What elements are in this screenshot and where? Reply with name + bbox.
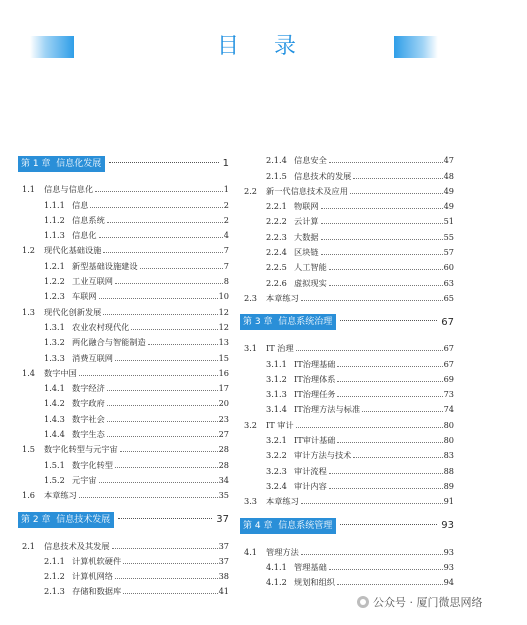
watermark-text: 公众号 · 厦门微思网络	[373, 596, 483, 609]
section-title: 信息系统	[72, 214, 105, 225]
section-number: 1.2.1	[44, 260, 65, 271]
page-number: 69	[443, 373, 454, 384]
dot-leader	[329, 569, 443, 570]
section-title: IT审计基础	[294, 435, 336, 446]
page-number: 67	[441, 316, 454, 328]
section-title: 数字化转型	[72, 459, 113, 470]
dot-leader	[329, 473, 443, 474]
section-title: IT治理基础	[294, 358, 336, 369]
dot-leader	[329, 269, 443, 270]
page-number: 38	[218, 571, 229, 582]
dot-leader	[99, 482, 218, 483]
page-number: 8	[223, 276, 229, 287]
section-title: 人工智能	[294, 262, 327, 273]
dot-leader	[321, 208, 443, 209]
section-number: 2.1.1	[44, 555, 65, 566]
toc-section-entry[interactable]	[240, 182, 454, 197]
page-number: 17	[218, 383, 229, 394]
dot-leader	[115, 283, 223, 284]
section-number: 3.1.3	[266, 389, 287, 400]
section-number: 2.2.3	[266, 231, 287, 242]
dot-leader	[337, 442, 442, 443]
toc-section-entry[interactable]	[18, 364, 229, 379]
section-number: 2.2.6	[266, 277, 287, 288]
dot-leader	[321, 239, 443, 240]
chapter-number: 第 4 章	[243, 520, 273, 531]
toc-subsection-entry[interactable]	[240, 166, 454, 181]
dot-leader	[131, 329, 217, 330]
page-number: 67	[443, 343, 454, 354]
section-title: 信息技术及其发展	[44, 540, 110, 551]
toc-subsection-entry[interactable]	[240, 212, 454, 227]
toc-section-entry[interactable]	[18, 536, 229, 551]
section-number: 2.1.5	[266, 170, 287, 181]
section-title: 物联网	[294, 201, 319, 212]
section-number: 3.2.2	[266, 450, 287, 461]
section-number: 4.1	[244, 546, 258, 557]
watermark	[357, 594, 483, 610]
title-decoration-right	[394, 36, 438, 58]
page-number: 28	[218, 459, 229, 470]
page-number: 23	[218, 413, 229, 424]
toc-section-entry[interactable]	[240, 289, 454, 304]
title-bar	[0, 32, 527, 62]
section-gap	[240, 507, 454, 513]
toc-subsection-entry[interactable]	[18, 211, 229, 226]
section-title: 审计流程	[294, 465, 327, 476]
section-title: 管理方法	[266, 546, 299, 557]
section-title: 数字中国	[44, 367, 77, 378]
section-title: IT治理体系	[294, 373, 336, 384]
dot-leader	[301, 503, 443, 504]
toc-section-entry[interactable]	[240, 492, 454, 507]
section-number: 2.1	[22, 540, 36, 551]
page-number: 7	[223, 260, 229, 271]
section-number: 1.4.3	[44, 413, 65, 424]
toc-subsection-entry[interactable]	[240, 461, 454, 476]
section-title: 车联网	[72, 291, 97, 302]
section-title: 计算机网络	[72, 571, 113, 582]
section-number: 4.1.1	[266, 561, 287, 572]
dot-leader	[107, 421, 218, 422]
section-title: 工业互联网	[72, 276, 113, 287]
section-title: 计算机软硬件	[72, 555, 122, 566]
page-number: 93	[441, 520, 454, 532]
dot-leader	[337, 396, 442, 397]
page-number: 88	[443, 465, 454, 476]
dot-leader	[353, 178, 442, 179]
dot-leader	[115, 578, 218, 579]
page-number: 27	[218, 429, 229, 440]
toc-subsection-entry[interactable]	[18, 256, 229, 271]
section-number: 3.1.4	[266, 404, 287, 415]
dot-leader	[301, 300, 443, 301]
page-number: 60	[443, 262, 454, 273]
toc-subsection-entry[interactable]	[240, 370, 454, 385]
section-title: 现代化基础设施	[44, 245, 102, 256]
toc-subsection-entry[interactable]	[240, 400, 454, 415]
section-title: 信息	[72, 199, 89, 210]
page-title: 目 录	[217, 34, 310, 59]
page-number: 35	[218, 490, 229, 501]
page-number: 12	[218, 306, 229, 317]
section-number: 1.4.2	[44, 398, 65, 409]
wechat-official-account-icon	[357, 596, 369, 608]
page-number: 49	[443, 185, 454, 196]
dot-leader	[90, 207, 222, 208]
chapter-number: 第 3 章	[243, 317, 273, 328]
dot-leader	[148, 344, 218, 345]
chapter-number: 第 2 章	[21, 514, 51, 525]
toc-column-right	[240, 151, 454, 588]
page-number: 67	[443, 358, 454, 369]
section-title: 数字生态	[72, 429, 105, 440]
dot-leader	[321, 254, 443, 255]
page-number: 28	[218, 444, 229, 455]
section-title: 本章练习	[266, 292, 299, 303]
section-number: 1.1.1	[44, 199, 65, 210]
toc-subsection-entry[interactable]	[240, 558, 454, 573]
section-title: 消费互联网	[72, 352, 113, 363]
dot-leader	[107, 390, 218, 391]
page-number: 49	[443, 201, 454, 212]
section-number: 1.2.3	[44, 291, 65, 302]
section-number: 3.3	[244, 496, 258, 507]
toc-subsection-entry[interactable]	[240, 197, 454, 212]
section-number: 1.4	[22, 367, 36, 378]
section-number: 1.4.4	[44, 429, 65, 440]
page-number: 12	[218, 321, 229, 332]
toc-subsection-entry[interactable]	[240, 227, 454, 242]
section-number: 2.3	[244, 292, 258, 303]
toc-subsection-entry[interactable]	[18, 333, 229, 348]
page-number: 57	[443, 247, 454, 258]
page-number: 4	[223, 230, 229, 241]
dot-leader	[296, 427, 443, 428]
dot-leader	[103, 252, 222, 253]
section-number: 3.2.3	[266, 465, 287, 476]
toc-subsection-entry[interactable]	[18, 318, 229, 333]
section-number: 3.2	[244, 419, 258, 430]
section-number: 3.2.1	[266, 435, 287, 446]
dot-leader	[296, 350, 443, 351]
dot-leader	[99, 237, 223, 238]
toc-section-entry[interactable]	[240, 415, 454, 430]
page-number: 37	[218, 540, 229, 551]
page-number: 83	[443, 450, 454, 461]
toc-subsection-entry[interactable]	[240, 273, 454, 288]
section-number: 1.3.1	[44, 321, 65, 332]
section-title: 大数据	[294, 231, 319, 242]
toc-subsection-entry[interactable]	[240, 573, 454, 588]
page-number: 93	[443, 561, 454, 572]
toc-section-entry[interactable]	[18, 180, 229, 195]
section-title: 管理基础	[294, 561, 327, 572]
dot-leader	[107, 222, 223, 223]
section-title: 本章练习	[44, 490, 77, 501]
section-gap	[18, 501, 229, 507]
toc-subsection-entry[interactable]	[18, 582, 229, 597]
dot-leader	[115, 360, 218, 361]
dot-leader	[109, 162, 218, 163]
section-number: 2.1.2	[44, 571, 65, 582]
section-title: 数字化转型与元宇宙	[44, 444, 118, 455]
toc-subsection-entry[interactable]	[240, 431, 454, 446]
section-number: 1.5.2	[44, 474, 65, 485]
section-title: 现代化创新发展	[44, 306, 102, 317]
dot-leader	[115, 467, 218, 468]
page-number: 51	[443, 216, 454, 227]
toc-subsection-entry[interactable]	[18, 394, 229, 409]
dot-leader	[107, 405, 218, 406]
section-title: 元宇宙	[72, 474, 97, 485]
section-title: IT 治理	[266, 343, 294, 354]
toc-section-entry[interactable]	[18, 486, 229, 501]
page-number: 65	[443, 292, 454, 303]
section-number: 2.2.1	[266, 201, 287, 212]
toc-subsection-entry[interactable]	[240, 354, 454, 369]
dot-leader	[99, 298, 218, 299]
toc-subsection-entry[interactable]	[18, 552, 229, 567]
section-number: 1.2.2	[44, 276, 65, 287]
dot-leader	[329, 162, 443, 163]
page-number: 13	[218, 337, 229, 348]
chapter-number: 第 1 章	[21, 158, 51, 169]
page-number: 37	[216, 514, 229, 526]
section-number: 3.2.4	[266, 480, 287, 491]
section-number: 1.1.3	[44, 230, 65, 241]
section-number: 2.2.5	[266, 262, 287, 273]
dot-leader	[329, 488, 443, 489]
page-number: 63	[443, 277, 454, 288]
dot-leader	[301, 554, 443, 555]
toc-section-entry[interactable]	[240, 339, 454, 354]
section-number: 1.1.2	[44, 214, 65, 225]
page-number: 20	[218, 398, 229, 409]
dot-leader	[140, 268, 223, 269]
page-number: 1	[222, 158, 229, 169]
section-title: 新一代信息技术及应用	[266, 185, 348, 196]
section-number: 1.3	[22, 306, 36, 317]
page-number: 2	[223, 214, 229, 225]
section-gap	[240, 304, 454, 310]
section-title: 数字经济	[72, 383, 105, 394]
dot-leader	[350, 193, 443, 194]
toc-subsection-entry[interactable]	[18, 226, 229, 241]
toc-section-entry[interactable]	[18, 440, 229, 455]
dot-leader	[95, 191, 223, 192]
toc-column-left	[18, 151, 229, 597]
toc-subsection-entry[interactable]	[18, 379, 229, 394]
section-title: 信息安全	[294, 155, 327, 166]
dot-leader	[120, 451, 218, 452]
page-number: 41	[218, 586, 229, 597]
section-title: IT治理任务	[294, 389, 336, 400]
page-number: 1	[223, 184, 229, 195]
toc-chapter-entry[interactable]	[240, 314, 454, 331]
dot-leader	[337, 584, 443, 585]
toc-subsection-entry[interactable]	[240, 477, 454, 492]
toc-subsection-entry[interactable]	[18, 455, 229, 470]
page-number: 47	[443, 155, 454, 166]
section-title: 数字社会	[72, 413, 105, 424]
section-number: 4.1.2	[266, 577, 287, 588]
toc-subsection-entry[interactable]	[18, 348, 229, 363]
toc-section-entry[interactable]	[240, 542, 454, 557]
toc-subsection-entry[interactable]	[18, 567, 229, 582]
section-number: 1.3.2	[44, 337, 65, 348]
section-title: IT 审计	[266, 419, 294, 430]
toc-subsection-entry[interactable]	[240, 243, 454, 258]
section-number: 3.1.2	[266, 373, 287, 384]
page-number: 37	[218, 555, 229, 566]
dot-leader	[337, 366, 442, 367]
section-title: 审计内容	[294, 480, 327, 491]
page-number: 10	[218, 291, 229, 302]
dot-leader	[329, 285, 443, 286]
section-number: 3.1	[244, 343, 258, 354]
section-title: 审计方法与技术	[294, 450, 352, 461]
section-title: 信息化	[72, 230, 97, 241]
section-number: 1.3.3	[44, 352, 65, 363]
chapter-title: 信息技术发展	[56, 514, 111, 525]
dot-leader	[103, 314, 217, 315]
dot-leader	[123, 563, 217, 564]
toc-subsection-entry[interactable]	[18, 471, 229, 486]
dot-leader	[337, 381, 442, 382]
page-number: 7	[223, 245, 229, 256]
chapter-heading	[240, 518, 336, 534]
dot-leader	[118, 518, 212, 519]
section-title: 虚拟现实	[294, 277, 327, 288]
section-number: 2.2.4	[266, 247, 287, 258]
section-title: 新型基础设施建设	[72, 260, 138, 271]
toc-chapter-entry[interactable]	[240, 517, 454, 534]
page-number: 91	[443, 496, 454, 507]
chapter-title: 信息系统治理	[278, 317, 333, 328]
section-number: 2.2	[244, 185, 258, 196]
page-number: 80	[443, 435, 454, 446]
dot-leader	[79, 375, 218, 376]
section-title: 农业农村现代化	[72, 321, 130, 332]
dot-leader	[107, 436, 218, 437]
dot-leader	[321, 223, 443, 224]
section-title: 信息技术的发展	[294, 170, 352, 181]
toc-subsection-entry[interactable]	[18, 409, 229, 424]
page-number: 74	[443, 404, 454, 415]
section-number: 1.2	[22, 245, 36, 256]
section-title: 存储和数据库	[72, 586, 122, 597]
dot-leader	[353, 457, 442, 458]
page-number: 15	[218, 352, 229, 363]
toc-subsection-entry[interactable]	[240, 385, 454, 400]
page-number: 80	[443, 419, 454, 430]
section-title: 两化融合与智能制造	[72, 337, 146, 348]
section-title: 信息与信息化	[44, 184, 94, 195]
page-number: 89	[443, 480, 454, 491]
dot-leader	[340, 320, 437, 321]
page-number: 2	[223, 199, 229, 210]
dot-leader	[79, 497, 218, 498]
page-number: 94	[443, 577, 454, 588]
toc-chapter-entry[interactable]	[18, 155, 229, 172]
section-number: 1.4.1	[44, 383, 65, 394]
section-title: 规划和组织	[294, 577, 335, 588]
dot-leader	[123, 593, 217, 594]
section-title: 区块链	[294, 247, 319, 258]
toc-chapter-entry[interactable]	[18, 511, 229, 528]
section-number: 2.2.2	[266, 216, 287, 227]
toc-subsection-entry[interactable]	[18, 195, 229, 210]
chapter-title: 信息化发展	[56, 158, 102, 169]
section-title: 本章练习	[266, 496, 299, 507]
page-number: 34	[218, 474, 229, 485]
section-title: IT治理方法与标准	[294, 404, 361, 415]
toc-subsection-entry[interactable]	[18, 287, 229, 302]
page-number: 73	[443, 389, 454, 400]
page-number: 55	[443, 231, 454, 242]
toc-subsection-entry[interactable]	[240, 151, 454, 166]
dot-leader	[362, 411, 443, 412]
toc-subsection-entry[interactable]	[18, 272, 229, 287]
section-title: 数字政府	[72, 398, 105, 409]
section-number: 2.1.4	[266, 155, 287, 166]
toc-section-entry[interactable]	[18, 302, 229, 317]
chapter-title: 信息系统管理	[278, 520, 333, 531]
section-number: 1.6	[22, 490, 36, 501]
toc-section-entry[interactable]	[18, 241, 229, 256]
toc-subsection-entry[interactable]	[240, 258, 454, 273]
section-number: 3.1.1	[266, 358, 287, 369]
page-number: 48	[443, 170, 454, 181]
chapter-heading	[18, 156, 105, 172]
dot-leader	[340, 524, 437, 525]
section-title: 云计算	[294, 216, 319, 227]
toc-subsection-entry[interactable]	[240, 446, 454, 461]
section-number: 1.5.1	[44, 459, 65, 470]
page-number: 93	[443, 546, 454, 557]
page-number: 16	[218, 367, 229, 378]
section-number: 1.1	[22, 184, 36, 195]
section-number: 2.1.3	[44, 586, 65, 597]
chapter-heading	[18, 512, 114, 528]
dot-leader	[112, 548, 218, 549]
section-number: 1.5	[22, 444, 36, 455]
chapter-heading	[240, 314, 336, 330]
toc-subsection-entry[interactable]	[18, 425, 229, 440]
